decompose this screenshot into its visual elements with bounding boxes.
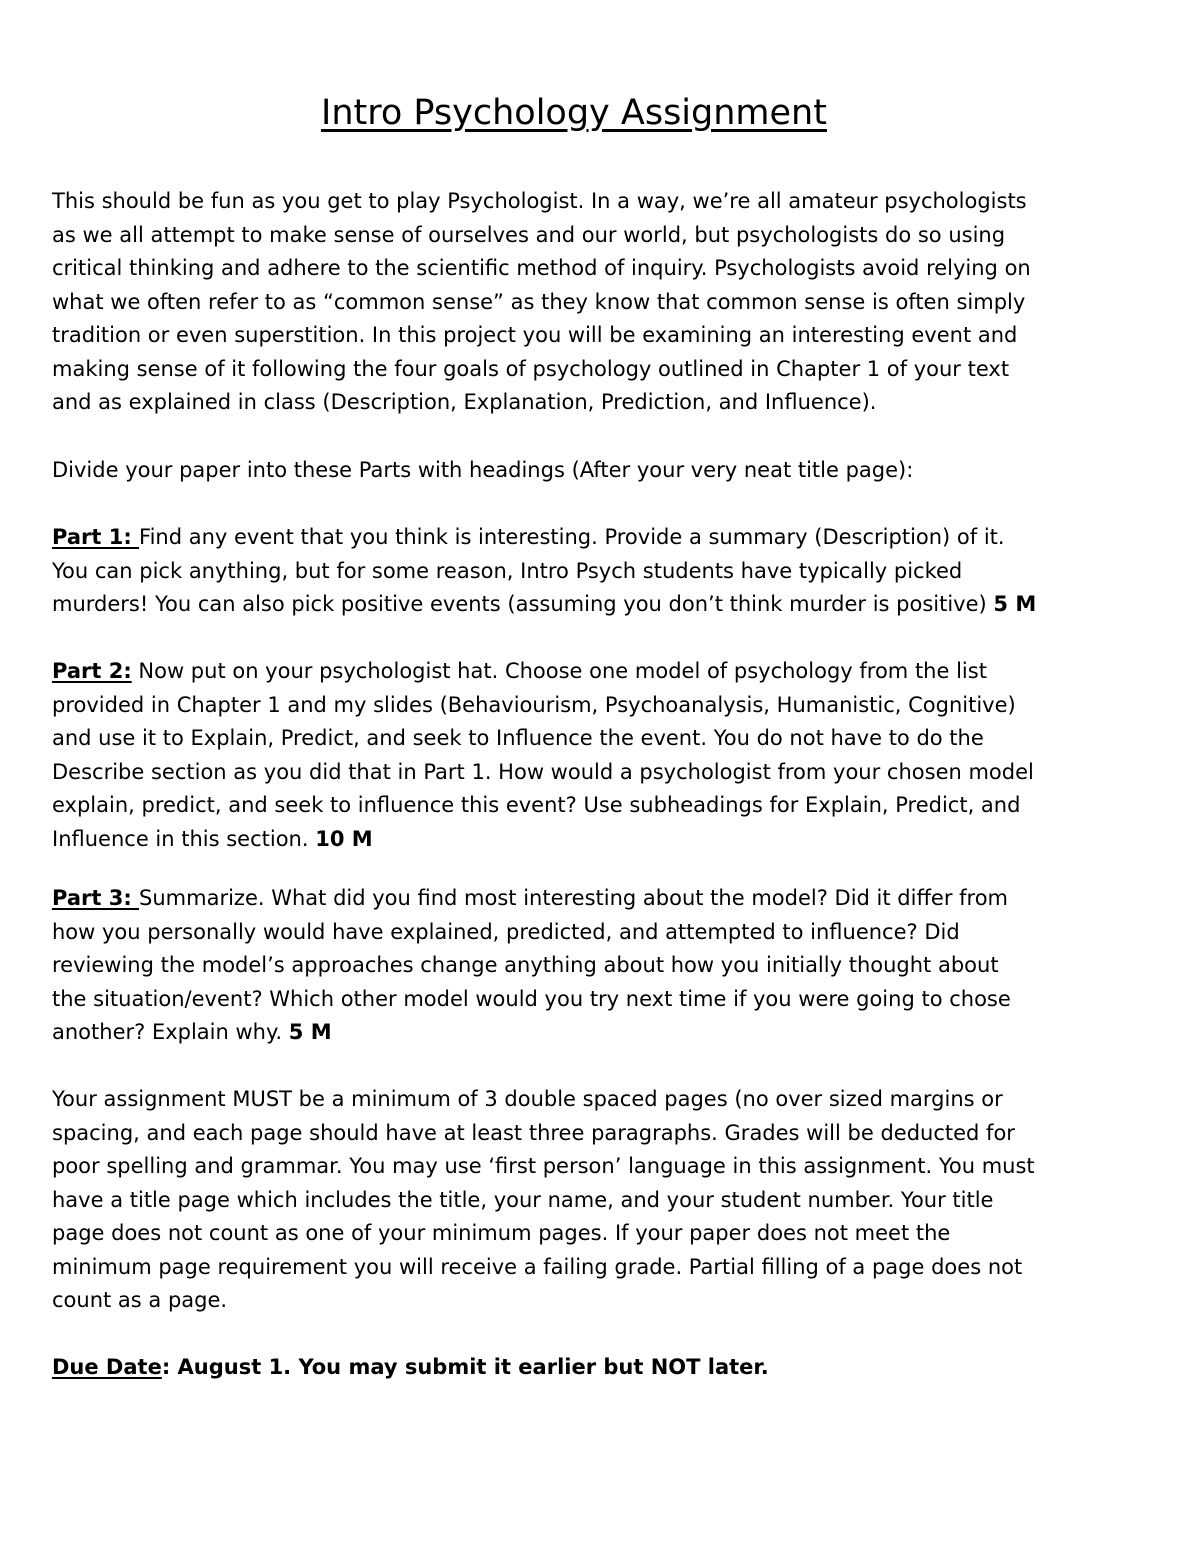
due-date-text: : August 1. You may submit it earlier but NOT later. — [161, 1355, 769, 1379]
part1-line — [52, 521, 1152, 555]
part2-text: Influence in this section. — [52, 826, 316, 851]
divide-paragraph — [52, 454, 1152, 488]
part3-marks: 5 M — [288, 1020, 332, 1044]
part1-line — [52, 588, 1152, 622]
intro-line: and as explained in class (Description, Explanation, Prediction, and Influence). — [52, 390, 877, 414]
intro-line: tradition or even superstition. In this project you will be examining an interesting event and — [52, 323, 1018, 347]
part2-line: Describe section as you did that in Part 1. How would a psychologist from your chosen model — [52, 759, 1034, 784]
part1-marks: 5 M — [993, 592, 1037, 616]
part2-line — [52, 655, 1152, 689]
due-date-line — [52, 1351, 1152, 1385]
part2-line: and use it to Explain, Predict, and seek to Influence the event. You do not have to do the — [52, 726, 984, 750]
part1-text: murders! You can also pick positive events (assuming you don’t think murder is positive) — [52, 592, 994, 616]
intro-line: as we all attempt to make sense of ourselves and our world, but psychologists do so using — [52, 222, 1006, 247]
requirements-line: spacing, and each page should have at least three paragraphs. Grades will be deducted for — [52, 1120, 1015, 1145]
intro-line: This should be fun as you get to play Psychologist. In a way, we’re all amateur psychologists — [52, 189, 1027, 213]
intro-line: what we often refer to as “common sense” as they know that common sense is often simply — [52, 289, 1026, 314]
part1-heading: Part 1: — [52, 525, 140, 549]
part1-paragraph — [52, 521, 1152, 622]
part2-line: explain, predict, and seek to influence this event? Use subheadings for Explain, Predict, and — [52, 793, 1021, 817]
requirements-line: have a title page which includes the title, your name, and your student number. Your title — [52, 1187, 994, 1212]
part3-text: another? Explain why. — [52, 1020, 289, 1044]
intro-line: making sense of it following the four goals of psychology outlined in Chapter 1 of your text — [52, 356, 1010, 381]
requirements-paragraph — [52, 1083, 1152, 1318]
part1-text: Find any event that you think is interesting. Provide a summary (Description) of it. — [139, 525, 1005, 549]
part2-paragraph — [52, 655, 1152, 856]
divide-line: Divide your paper into these Parts with headings (After your very neat title page): — [52, 458, 914, 482]
part3-line: reviewing the model’s approaches change anything about how you initially thought about — [52, 953, 999, 977]
requirements-line: minimum page requirement you will receive a failing grade. Partial filling of a page does not — [52, 1254, 1023, 1279]
requirements-line: Your assignment MUST be a minimum of 3 double spaced pages (no over sized margins or — [52, 1087, 1003, 1111]
part3-heading: Part 3: — [52, 886, 140, 910]
due-date-paragraph — [52, 1351, 1152, 1385]
requirements-line: page does not count as one of your minimum pages. If your paper does not meet the — [52, 1221, 951, 1245]
due-date-label: Due Date — [52, 1355, 162, 1379]
part2-marks: 10 M — [315, 826, 373, 851]
part3-paragraph — [52, 882, 1152, 1050]
part2-line: provided in Chapter 1 and my slides (Behaviourism, Psychoanalysis, Humanistic, Cognitive) — [52, 692, 1016, 717]
intro-line: critical thinking and adhere to the scientific method of inquiry. Psychologists avoid relying on — [52, 256, 1031, 280]
part1-line: You can pick anything, but for some reason, Intro Psych students have typically picked — [52, 558, 963, 583]
part3-text: Summarize. What did you find most interesting about the model? Did it differ from — [139, 886, 1009, 910]
document-title: Intro Psychology Assignment — [321, 93, 827, 133]
part2-text: Now put on your psychologist hat. Choose one model of psychology from the list — [131, 659, 987, 683]
part2-heading: Part 2: — [52, 659, 132, 683]
requirements-line: count as a page. — [52, 1288, 228, 1312]
part3-line: the situation/event? Which other model would you try next time if you were going to chose — [52, 986, 1011, 1011]
part3-line: how you personally would have explained, predicted, and attempted to influence? Did — [52, 919, 960, 944]
part2-line — [52, 823, 1152, 857]
requirements-line: poor spelling and grammar. You may use ‘first person’ language in this assignment. You must — [52, 1154, 1035, 1178]
part3-line — [52, 882, 1152, 916]
intro-paragraph — [52, 185, 1152, 420]
part3-line — [52, 1016, 1152, 1050]
